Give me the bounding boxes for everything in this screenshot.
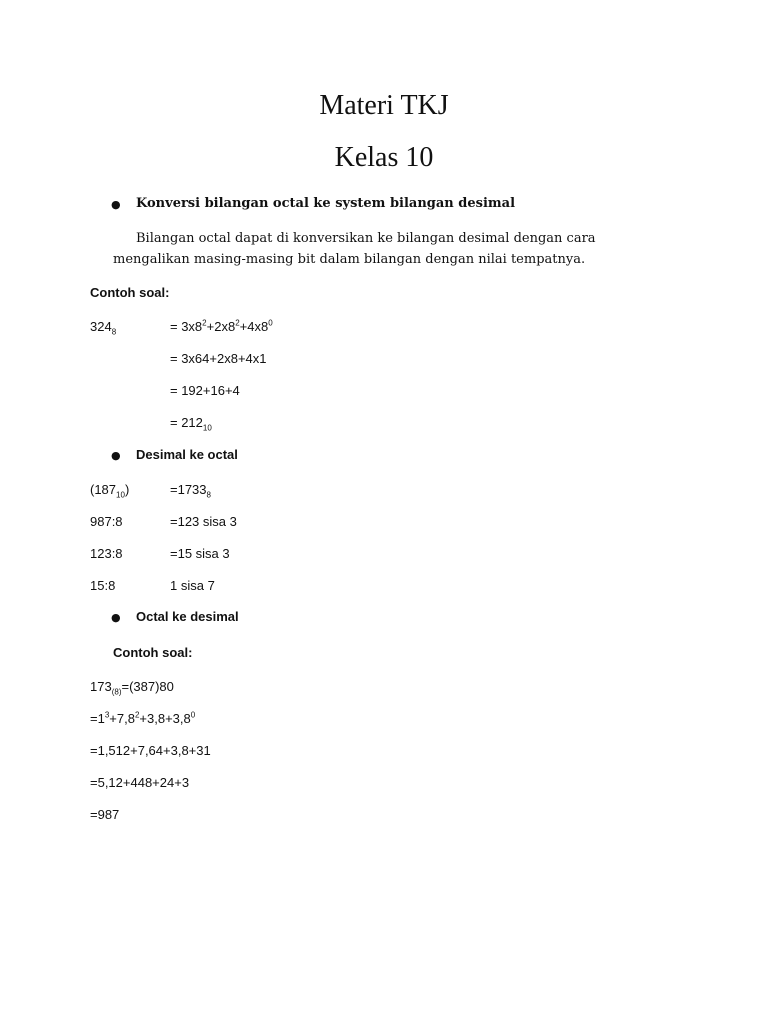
step-result: = $212_{10}$ (170, 415, 212, 433)
octal-number: $324_8$ (90, 319, 117, 337)
calc-line: =1,512+7,64+3,8+31 (90, 743, 211, 758)
bullet-marker: ● (111, 198, 121, 211)
bullet-marker: ● (111, 449, 121, 462)
page-subtitle: Kelas 10 (334, 142, 434, 173)
section2-heading: Desimal ke octal (136, 447, 238, 462)
example-label: Contoh soal: (90, 285, 170, 300)
calc-line: $=1^3+7,8^2+3,8+3,8^0$ (90, 710, 196, 726)
decimal-input: $(187_{10})$ (90, 482, 130, 500)
division-rhs: 1 sisa 7 (170, 578, 215, 593)
division-rhs: =123 sisa 3 (170, 514, 237, 529)
calc-result: =987 (90, 807, 120, 822)
example-label: Contoh soal: (113, 645, 193, 660)
section1-paragraph: Bilangan octal dapat di konversikan ke bilangan desimal dengan cara mengalikan masing-masing bit dalam bilangan dengan nilai tempatnya. (113, 231, 596, 267)
division-rhs: =15 sisa 3 (170, 546, 230, 561)
division-lhs: 987:8 (90, 514, 123, 529)
step-sum: = 192+16+4 (170, 383, 240, 398)
division-lhs: 15:8 (90, 578, 116, 593)
calc-line: $173_{(8)}=(387)80$ (90, 679, 174, 697)
calc-line: =5,12+448+24+3 (90, 775, 190, 790)
section1-heading: Konversi bilangan octal ke system bilangan desimal (136, 196, 516, 211)
page-title: Materi TKJ (319, 90, 449, 121)
octal-result: $=1733_8$ (170, 482, 211, 500)
division-lhs: 123:8 (90, 546, 123, 561)
bullet-marker: ● (111, 611, 121, 624)
step-expansion: = $3x8^2+2x8^2+4x8^0$ (170, 318, 273, 334)
step-products: = 3x64+2x8+4x1 (170, 351, 267, 366)
section3-heading: Octal ke desimal (136, 609, 239, 624)
